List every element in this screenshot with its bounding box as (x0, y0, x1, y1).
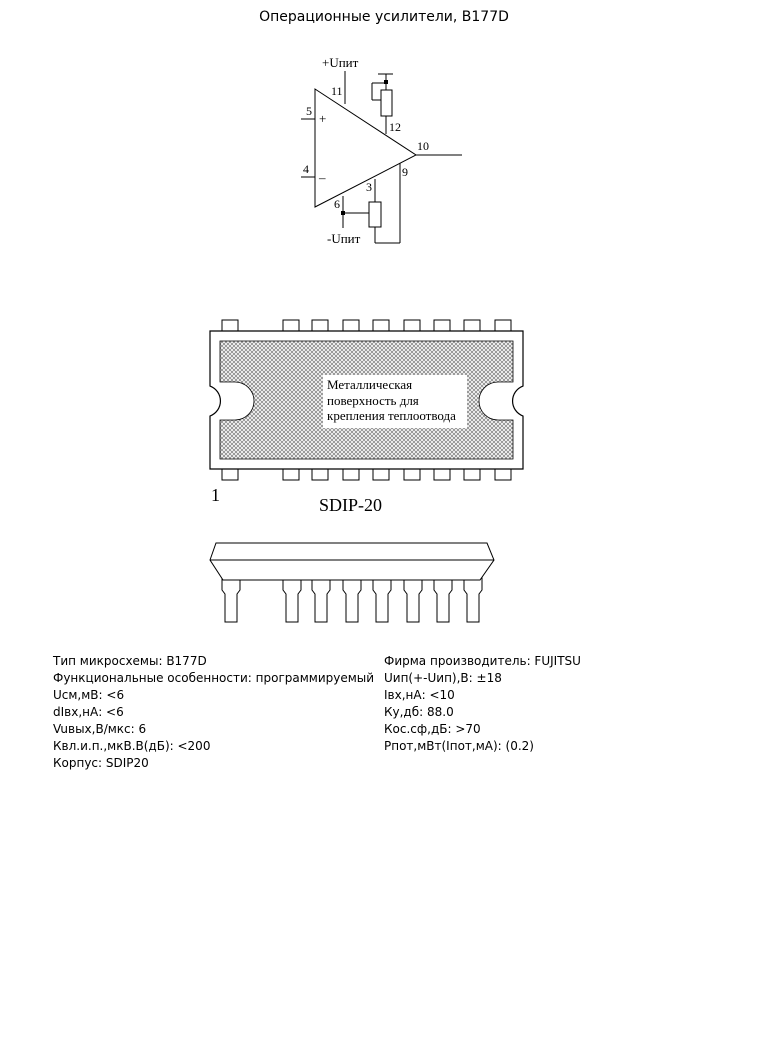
package-side-view (210, 543, 494, 622)
spec-offset-voltage: Uсм,мВ: <6 (53, 688, 125, 702)
spec-manufacturer: Фирма производитель: FUJITSU (384, 654, 581, 668)
junction-dot-top (384, 80, 388, 84)
bottom-resistor (369, 202, 381, 227)
spec-package: Корпус: SDIP20 (53, 756, 149, 770)
spec-chip-type: Тип микросхемы: B177D (53, 654, 207, 668)
vplus-label: +Uпит (322, 55, 359, 70)
specs-left-column (53, 653, 374, 772)
pin5-label: 5 (306, 104, 312, 118)
vminus-label: -Uпит (327, 231, 361, 246)
heatsink-line-2: поверхность для (327, 393, 419, 408)
pin6-label: 6 (334, 197, 340, 211)
top-pins (222, 320, 511, 331)
spec-cmrr: Кос.сф,дБ: >70 (384, 722, 481, 736)
pin3-label: 3 (366, 180, 372, 194)
top-resistor (381, 90, 392, 116)
spec-gain: Ку,дб: 88.0 (384, 705, 454, 719)
package-top-view (210, 320, 523, 480)
junction-dot-bottom (341, 211, 345, 215)
heatsink-line-3: крепления теплоотвода (327, 408, 456, 423)
bottom-pins (222, 469, 511, 480)
spec-slew-rate: Vuвых,В/мкс: 6 (53, 722, 147, 736)
spec-features: Функциональные особенности: программируемый (53, 671, 375, 685)
minus-sign: – (319, 170, 326, 185)
side-body (210, 543, 494, 580)
spec-input-offset-current: dIвх,нА: <6 (53, 705, 124, 719)
package-name: SDIP-20 (319, 495, 383, 515)
spec-power: Рпот,мВт(Iпот,мА): (0.2) (384, 739, 534, 753)
opamp-schematic (301, 71, 462, 243)
spec-supply-voltage: Uип(+-Uип),В: ±18 (384, 671, 502, 685)
pin12-label: 12 (389, 120, 401, 134)
spec-input-current: Iвх,нА: <10 (384, 688, 455, 702)
pin11-label: 11 (331, 84, 343, 98)
pin1-marker: 1 (211, 485, 220, 505)
spec-psrr: Квл.и.п.,мкВ.В(дБ): <200 (53, 739, 211, 753)
plus-sign: + (319, 111, 327, 126)
pin4-label: 4 (303, 162, 309, 176)
specs-right-column (384, 653, 581, 755)
pin10-label: 10 (417, 139, 429, 153)
page-title: Операционные усилители, B177D (259, 9, 509, 25)
heatsink-line-1: Металлическая (327, 377, 413, 392)
pin9-label: 9 (402, 165, 408, 179)
